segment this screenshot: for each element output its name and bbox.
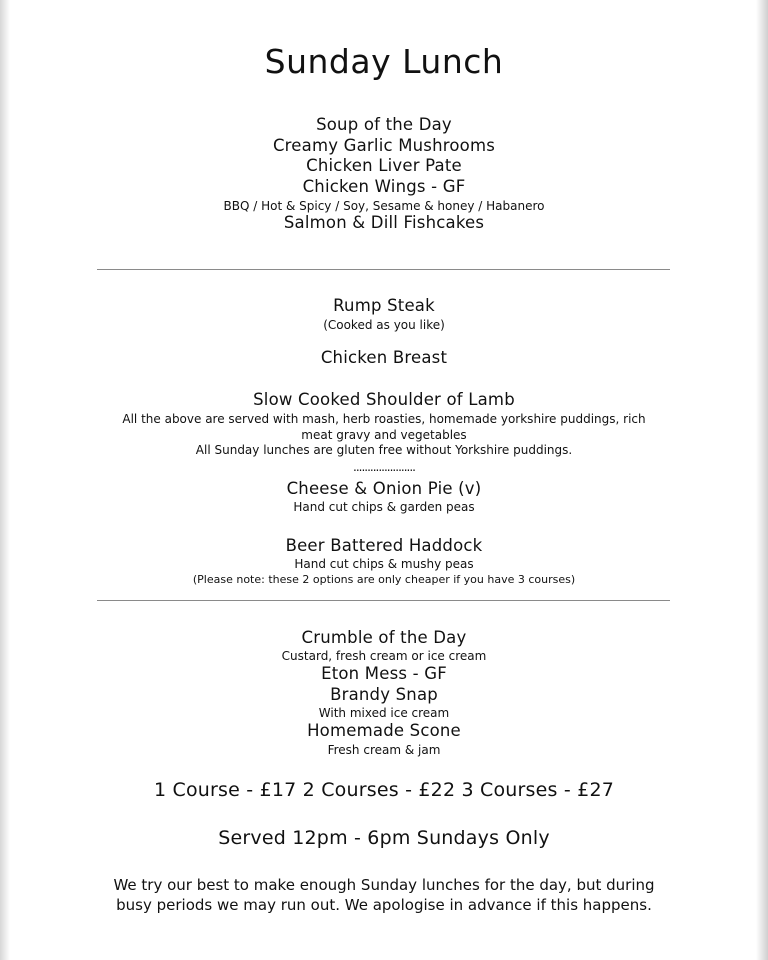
- starter-wings-sauces: BBQ / Hot & Spicy / Soy, Sesame & honey / Habanero: [223, 199, 545, 213]
- main-haddock-note: Hand cut chips & mushy peas: [294, 557, 474, 571]
- dessert-crumble-note: Custard, fresh cream or ice cream: [281, 649, 487, 663]
- main-chicken-breast: Chicken Breast: [320, 348, 448, 367]
- starter-mushrooms: Creamy Garlic Mushrooms: [272, 136, 496, 155]
- dessert-scone: Homemade Scone: [307, 721, 461, 740]
- section-divider-2: [97, 600, 670, 601]
- starter-wings: Chicken Wings - GF: [302, 177, 466, 196]
- main-cheese-onion-pie: Cheese & Onion Pie (v): [286, 479, 482, 498]
- mains-cheaper-note: (Please note: these 2 options are only cheaper if you have 3 courses): [192, 573, 576, 586]
- mains-served-with-line1: All the above are served with mash, herb roasties, homemade yorkshire puddings, rich: [122, 412, 646, 426]
- dessert-crumble: Crumble of the Day: [301, 628, 467, 647]
- main-pie-note: Hand cut chips & garden peas: [293, 500, 475, 514]
- closing-note-line1: We try our best to make enough Sunday lunches for the day, but during: [113, 876, 655, 894]
- mains-gluten-note: All Sunday lunches are gluten free without Yorkshire puddings.: [195, 443, 573, 457]
- main-rump-steak: Rump Steak: [333, 296, 435, 315]
- dessert-eton-mess: Eton Mess - GF: [321, 664, 447, 683]
- main-haddock: Beer Battered Haddock: [285, 536, 483, 555]
- closing-note-line2: busy periods we may run out. We apologise in advance if this happens.: [116, 896, 652, 914]
- starter-pate: Chicken Liver Pate: [306, 156, 462, 175]
- dessert-scone-note: Fresh cream & jam: [327, 743, 441, 757]
- starter-soup: Soup of the Day: [316, 115, 452, 134]
- main-rump-steak-note: (Cooked as you like): [323, 318, 445, 332]
- mains-dots-separator: ......................: [353, 460, 415, 474]
- served-times: Served 12pm - 6pm Sundays Only: [218, 827, 550, 849]
- dessert-brandy-snap-note: With mixed ice cream: [318, 706, 450, 720]
- starter-fishcakes: Salmon & Dill Fishcakes: [283, 213, 485, 232]
- section-divider-1: [97, 269, 670, 270]
- dessert-brandy-snap: Brandy Snap: [330, 685, 438, 704]
- mains-served-with-line2: meat gravy and vegetables: [301, 428, 467, 442]
- main-lamb: Slow Cooked Shoulder of Lamb: [253, 390, 515, 409]
- menu-title: Sunday Lunch: [264, 42, 504, 81]
- course-pricing: 1 Course - £17 2 Courses - £22 3 Courses - £27: [153, 779, 615, 801]
